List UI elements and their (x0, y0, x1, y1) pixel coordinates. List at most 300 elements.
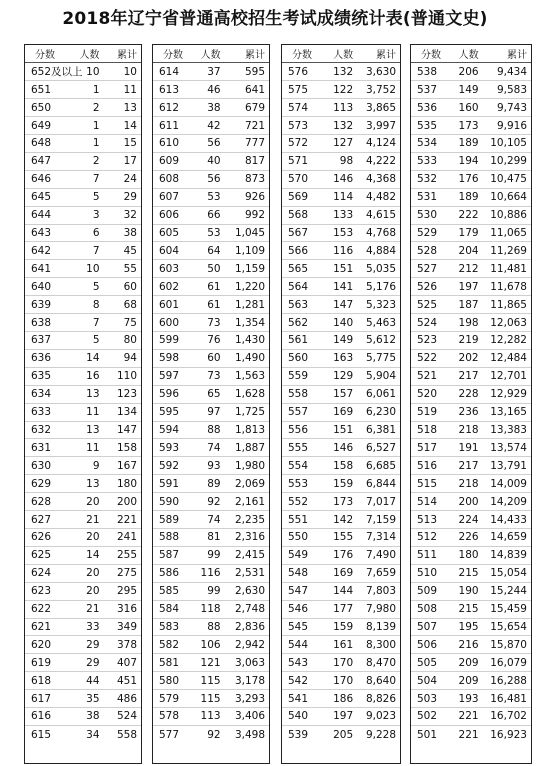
table-row (153, 385, 269, 403)
count-cell: 195 (447, 618, 481, 636)
count-cell: 209 (447, 672, 481, 690)
count-cell: 157 (320, 385, 355, 403)
table-row (411, 63, 531, 81)
cumulative-cell: 4,124 (355, 135, 400, 153)
cumulative-cell: 16,079 (481, 654, 531, 672)
cumulative-cell: 1,354 (223, 314, 269, 332)
table-row (282, 242, 400, 260)
count-cell: 144 (320, 582, 355, 600)
table-row (411, 475, 531, 493)
table-row (282, 314, 400, 332)
cumulative-cell: 16,288 (481, 672, 531, 690)
cumulative-cell: 8,139 (355, 618, 400, 636)
cumulative-cell: 8,826 (355, 690, 400, 708)
table-row (25, 349, 141, 367)
table-row (25, 654, 141, 672)
cumulative-cell: 316 (102, 600, 141, 618)
count-cell: 189 (447, 188, 481, 206)
score-cell: 581 (153, 654, 190, 672)
cumulative-cell: 14,433 (481, 511, 531, 529)
table-row (282, 367, 400, 385)
cumulative-cell: 16,923 (490, 728, 527, 741)
count-cell: 10 (76, 63, 102, 81)
score-cell: 560 (282, 349, 320, 367)
table-row (153, 403, 269, 421)
score-cell: 607 (153, 188, 190, 206)
score-cell: 543 (282, 654, 320, 672)
count-cell: 98 (320, 152, 355, 170)
table-row (153, 152, 269, 170)
count-cell: 170 (320, 654, 355, 672)
table-row (153, 618, 269, 636)
score-cell: 610 (153, 135, 190, 153)
cumulative-header: 累计 (355, 45, 400, 63)
cumulative-cell: 2,069 (223, 475, 269, 493)
score-cell: 502 (411, 708, 447, 726)
score-cell: 634 (25, 385, 76, 403)
count-cell: 1 (76, 117, 102, 135)
table-row (411, 117, 531, 135)
cumulative-cell: 110 (102, 367, 141, 385)
score-cell: 597 (153, 367, 190, 385)
table-row (153, 206, 269, 224)
count-cell: 61 (190, 278, 222, 296)
table-row (282, 618, 400, 636)
table-row (411, 170, 531, 188)
cumulative-cell: 8,640 (355, 672, 400, 690)
count-cell: 2 (76, 99, 102, 117)
score-cell: 570 (282, 170, 320, 188)
table-header-row (153, 45, 269, 63)
cumulative-cell: 123 (102, 385, 141, 403)
count-cell: 116 (320, 242, 355, 260)
cumulative-header: 累计 (223, 45, 269, 63)
cumulative-cell: 9,023 (355, 708, 400, 726)
table-row (25, 546, 141, 564)
score-cell: 644 (25, 206, 76, 224)
count-cell: 38 (190, 99, 222, 117)
score-cell: 561 (282, 332, 320, 350)
count-cell: 33 (76, 618, 102, 636)
count-cell: 226 (447, 528, 481, 546)
count-cell: 46 (190, 81, 222, 99)
table-header-row (411, 45, 531, 63)
table-row (282, 528, 400, 546)
cumulative-cell: 12,282 (481, 332, 531, 350)
count-cell: 29 (76, 654, 102, 672)
count-header: 人数 (447, 45, 481, 63)
table-row (25, 314, 141, 332)
count-cell: 115 (190, 672, 222, 690)
count-cell: 186 (320, 690, 355, 708)
cumulative-cell: 8,300 (355, 636, 400, 654)
score-cell: 530 (411, 206, 447, 224)
score-cell: 501 (417, 728, 438, 741)
count-cell: 187 (447, 296, 481, 314)
count-cell: 99 (190, 582, 222, 600)
count-cell: 217 (447, 367, 481, 385)
count-cell: 221 (458, 728, 479, 741)
score-cell: 603 (153, 260, 190, 278)
count-cell: 11 (76, 403, 102, 421)
score-cell: 600 (153, 314, 190, 332)
count-cell: 205 (333, 728, 354, 741)
table-row (25, 672, 141, 690)
score-cell: 616 (25, 708, 76, 726)
count-cell: 153 (320, 224, 355, 242)
count-cell: 61 (190, 296, 222, 314)
score-cell: 633 (25, 403, 76, 421)
score-cell: 538 (411, 63, 447, 81)
score-cell: 635 (25, 367, 76, 385)
cumulative-header: 累计 (102, 45, 141, 63)
table-row (25, 296, 141, 314)
score-header: 分数 (282, 45, 320, 63)
cumulative-cell: 1,725 (223, 403, 269, 421)
cumulative-cell: 777 (223, 135, 269, 153)
cumulative-cell: 11,481 (481, 260, 531, 278)
table-row (153, 260, 269, 278)
score-cell: 614 (153, 63, 190, 81)
cumulative-cell: 13 (102, 99, 141, 117)
count-cell: 8 (76, 296, 102, 314)
count-cell: 149 (320, 332, 355, 350)
table-row (25, 600, 141, 618)
score-cell: 525 (411, 296, 447, 314)
cumulative-cell: 12,484 (481, 349, 531, 367)
count-cell: 222 (447, 206, 481, 224)
score-cell: 573 (282, 117, 320, 135)
count-cell: 132 (320, 117, 355, 135)
score-cell: 520 (411, 385, 447, 403)
count-cell: 16 (76, 367, 102, 385)
table-row (282, 332, 400, 350)
table-row (411, 260, 531, 278)
cumulative-cell: 2,316 (223, 528, 269, 546)
table-row (25, 206, 141, 224)
cumulative-cell: 378 (102, 636, 141, 654)
count-cell: 198 (447, 314, 481, 332)
score-cell: 523 (411, 332, 447, 350)
score-cell: 522 (411, 349, 447, 367)
count-cell: 218 (447, 421, 481, 439)
table-row (25, 99, 141, 117)
cumulative-cell: 3,630 (355, 63, 400, 81)
score-cell: 519 (411, 403, 447, 421)
cumulative-cell: 4,482 (355, 188, 400, 206)
count-cell: 89 (190, 475, 222, 493)
cumulative-cell: 11,678 (481, 278, 531, 296)
table-row (282, 475, 400, 493)
score-cell: 541 (282, 690, 320, 708)
cumulative-cell: 6,527 (355, 439, 400, 457)
cumulative-cell: 10,105 (481, 135, 531, 153)
count-cell: 151 (320, 421, 355, 439)
count-cell: 6 (76, 224, 102, 242)
score-cell: 643 (25, 224, 76, 242)
score-cell: 516 (411, 457, 447, 475)
table-row (411, 582, 531, 600)
table-row (282, 493, 400, 511)
table-row (153, 672, 269, 690)
count-cell: 74 (190, 511, 222, 529)
score-cell: 609 (153, 152, 190, 170)
count-cell: 169 (320, 564, 355, 582)
table-row (153, 654, 269, 672)
score-cell: 558 (282, 385, 320, 403)
score-cell: 513 (411, 511, 447, 529)
count-cell: 113 (190, 708, 222, 726)
count-cell: 73 (190, 367, 222, 385)
cumulative-cell: 4,368 (355, 170, 400, 188)
cumulative-cell: 3,293 (223, 690, 269, 708)
table-row (411, 224, 531, 242)
cumulative-cell: 275 (102, 564, 141, 582)
score-cell: 593 (153, 439, 190, 457)
count-cell: 88 (190, 618, 222, 636)
cumulative-cell: 32 (102, 206, 141, 224)
count-cell: 194 (447, 152, 481, 170)
score-cell: 512 (411, 528, 447, 546)
page-title: 2018年辽宁省普通高校招生考试成绩统计表(普通文史) (62, 9, 488, 29)
cumulative-cell: 11,865 (481, 296, 531, 314)
score-header: 分数 (153, 45, 190, 63)
count-cell: 218 (447, 475, 481, 493)
score-cell: 553 (282, 475, 320, 493)
score-cell: 518 (411, 421, 447, 439)
cumulative-cell: 158 (102, 439, 141, 457)
table-row (282, 63, 400, 81)
table-row (282, 421, 400, 439)
cumulative-cell: 45 (102, 242, 141, 260)
cumulative-cell: 14,839 (481, 546, 531, 564)
count-cell: 97 (190, 403, 222, 421)
table-row (411, 421, 531, 439)
score-cell: 629 (25, 475, 76, 493)
table-header-row (25, 45, 141, 63)
count-cell: 118 (190, 600, 222, 618)
count-cell: 10 (76, 260, 102, 278)
table-row (25, 135, 141, 153)
score-cell: 611 (153, 117, 190, 135)
count-cell: 129 (320, 367, 355, 385)
score-cell: 613 (153, 81, 190, 99)
cumulative-cell: 15,244 (481, 582, 531, 600)
cumulative-cell: 11 (102, 81, 141, 99)
cumulative-cell: 29 (102, 188, 141, 206)
cumulative-cell: 147 (102, 421, 141, 439)
count-cell: 206 (447, 63, 481, 81)
cumulative-cell: 5,775 (355, 349, 400, 367)
count-cell: 34 (86, 728, 100, 741)
score-cell: 539 (288, 728, 309, 741)
cumulative-cell: 817 (223, 152, 269, 170)
score-cell: 646 (25, 170, 76, 188)
table-row (411, 457, 531, 475)
score-cell: 592 (153, 457, 190, 475)
score-cell: 504 (411, 672, 447, 690)
count-cell: 121 (190, 654, 222, 672)
count-cell: 14 (76, 349, 102, 367)
count-cell: 64 (190, 242, 222, 260)
table-row (25, 117, 141, 135)
table-row (153, 99, 269, 117)
score-cell: 590 (153, 493, 190, 511)
count-cell: 146 (320, 170, 355, 188)
table-row (153, 349, 269, 367)
score-cell: 606 (153, 206, 190, 224)
score-cell: 532 (411, 170, 447, 188)
count-cell: 116 (190, 564, 222, 582)
score-cell: 511 (411, 546, 447, 564)
cumulative-cell: 14,209 (481, 493, 531, 511)
count-cell: 147 (320, 296, 355, 314)
score-table (25, 45, 141, 743)
count-cell: 21 (76, 511, 102, 529)
score-cell: 620 (25, 636, 76, 654)
table-row (153, 81, 269, 99)
cumulative-cell: 2,161 (223, 493, 269, 511)
cumulative-cell: 2,531 (223, 564, 269, 582)
score-cell: 585 (153, 582, 190, 600)
table-row (25, 725, 141, 743)
cumulative-cell: 3,063 (223, 654, 269, 672)
score-cell: 555 (282, 439, 320, 457)
score-cell: 594 (153, 421, 190, 439)
score-cell: 556 (282, 421, 320, 439)
cumulative-cell: 451 (102, 672, 141, 690)
score-cell: 591 (153, 475, 190, 493)
cumulative-cell: 3,498 (234, 728, 265, 741)
table-row (282, 725, 400, 743)
cumulative-cell: 6,844 (355, 475, 400, 493)
cumulative-cell: 3,997 (355, 117, 400, 135)
count-cell: 224 (447, 511, 481, 529)
score-cell: 524 (411, 314, 447, 332)
table-row (153, 170, 269, 188)
count-cell: 13 (76, 421, 102, 439)
score-cell: 576 (282, 63, 320, 81)
cumulative-cell: 180 (102, 475, 141, 493)
table-row (153, 278, 269, 296)
cumulative-cell: 4,615 (355, 206, 400, 224)
count-cell: 176 (447, 170, 481, 188)
cumulative-cell: 7,980 (355, 600, 400, 618)
score-panel-3 (281, 44, 401, 764)
table-row (411, 654, 531, 672)
cumulative-cell: 558 (116, 728, 137, 741)
table-row (282, 403, 400, 421)
score-header: 分数 (25, 45, 76, 63)
score-cell: 542 (282, 672, 320, 690)
table-row (25, 439, 141, 457)
cumulative-cell: 6,061 (355, 385, 400, 403)
table-row (411, 708, 531, 726)
cumulative-cell: 407 (102, 654, 141, 672)
table-row (411, 296, 531, 314)
cumulative-cell: 1,490 (223, 349, 269, 367)
cumulative-cell: 167 (102, 457, 141, 475)
score-cell: 632 (25, 421, 76, 439)
count-cell: 37 (190, 63, 222, 81)
table-row (411, 403, 531, 421)
table-row (282, 708, 400, 726)
table-row (153, 135, 269, 153)
cumulative-cell: 14,659 (481, 528, 531, 546)
cumulative-cell: 7,159 (355, 511, 400, 529)
table-row (25, 170, 141, 188)
table-row (282, 170, 400, 188)
score-cell: 579 (153, 690, 190, 708)
score-cell: 618 (25, 672, 76, 690)
score-cell: 605 (153, 224, 190, 242)
score-cell: 602 (153, 278, 190, 296)
table-row (411, 81, 531, 99)
count-cell: 35 (76, 690, 102, 708)
score-cell: 550 (282, 528, 320, 546)
table-row (411, 564, 531, 582)
cumulative-cell: 15,459 (481, 600, 531, 618)
score-panel-4 (410, 44, 532, 764)
table-row (153, 296, 269, 314)
table-row (282, 457, 400, 475)
table-row (25, 528, 141, 546)
cumulative-cell: 2,836 (223, 618, 269, 636)
table-row (411, 690, 531, 708)
score-cell: 529 (411, 224, 447, 242)
count-cell: 215 (447, 600, 481, 618)
cumulative-cell: 5,612 (355, 332, 400, 350)
count-cell: 161 (320, 636, 355, 654)
count-cell: 155 (320, 528, 355, 546)
score-cell: 551 (282, 511, 320, 529)
cumulative-cell: 1,887 (223, 439, 269, 457)
score-cell: 637 (25, 332, 76, 350)
cumulative-cell: 13,791 (481, 457, 531, 475)
score-cell: 650 (25, 99, 76, 117)
table-row (282, 511, 400, 529)
cumulative-cell: 641 (223, 81, 269, 99)
score-cell: 575 (282, 81, 320, 99)
cumulative-cell: 4,768 (355, 224, 400, 242)
count-cell: 50 (190, 260, 222, 278)
cumulative-cell: 3,865 (355, 99, 400, 117)
table-row (282, 582, 400, 600)
score-cell: 627 (25, 511, 76, 529)
cumulative-cell: 11,065 (481, 224, 531, 242)
count-cell: 190 (447, 582, 481, 600)
score-cell: 547 (282, 582, 320, 600)
cumulative-cell: 16,702 (481, 708, 531, 726)
score-cell: 509 (411, 582, 447, 600)
table-row (411, 349, 531, 367)
count-cell: 189 (447, 135, 481, 153)
table-row (282, 600, 400, 618)
count-cell: 180 (447, 546, 481, 564)
score-cell: 628 (25, 493, 76, 511)
count-cell: 170 (320, 672, 355, 690)
cumulative-cell: 17 (102, 152, 141, 170)
table-row (25, 242, 141, 260)
count-cell: 114 (320, 188, 355, 206)
table-row (25, 260, 141, 278)
cumulative-cell: 80 (102, 332, 141, 350)
score-cell: 639 (25, 296, 76, 314)
count-cell: 209 (447, 654, 481, 672)
count-cell: 14 (76, 546, 102, 564)
cumulative-cell: 5,035 (355, 260, 400, 278)
score-cell: 531 (411, 188, 447, 206)
